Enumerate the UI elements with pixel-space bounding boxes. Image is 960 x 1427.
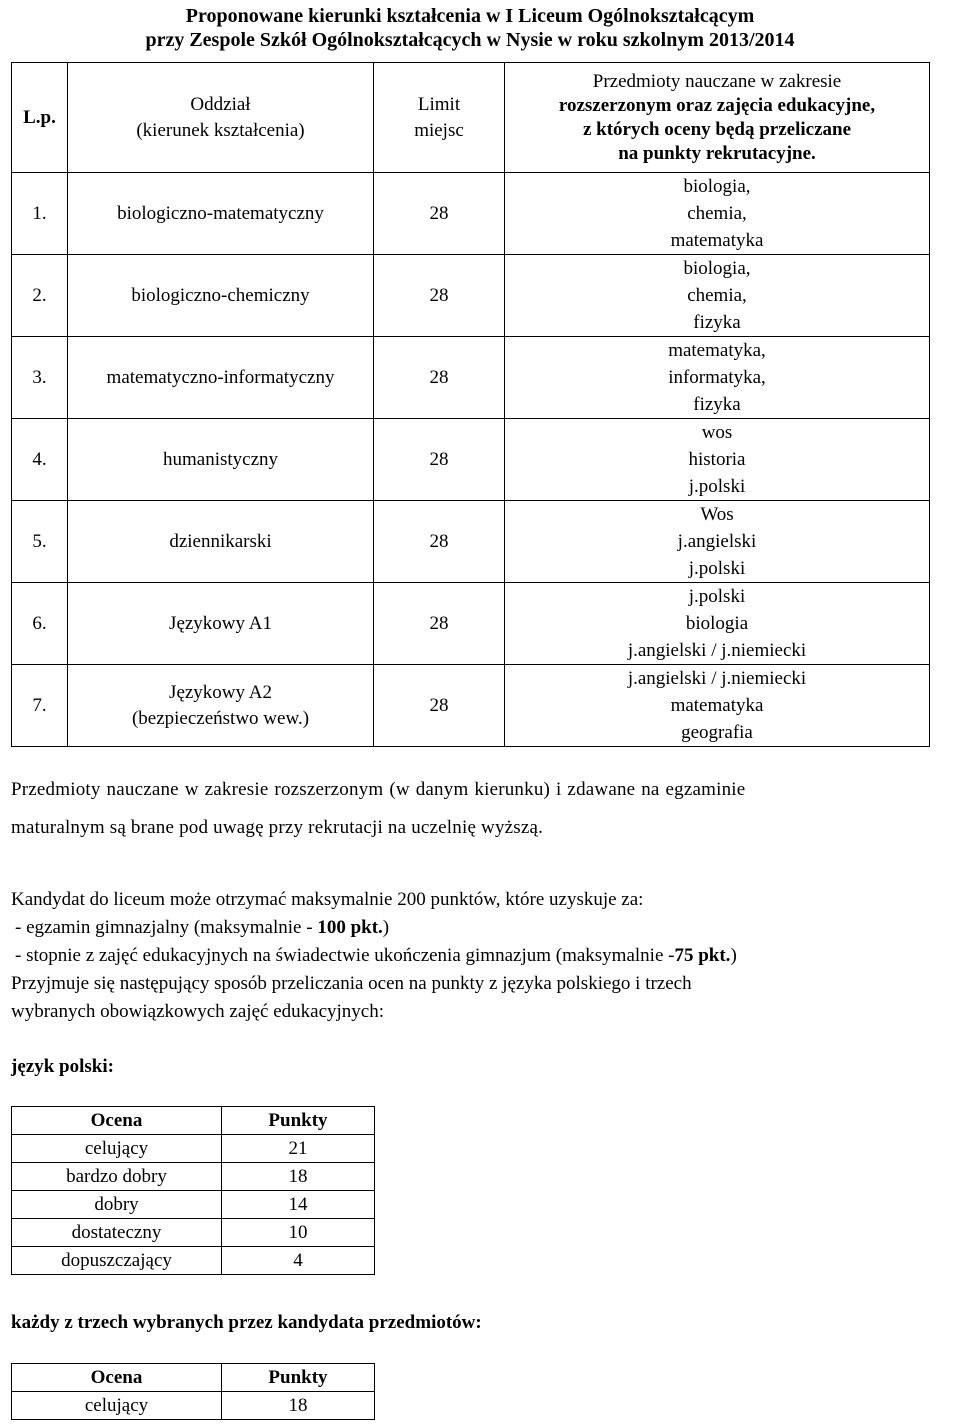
header-przedmioty-line4: na punkty rekrutacyjne.: [618, 142, 816, 164]
grade-row: [12, 1247, 375, 1275]
points-item1-text: - egzamin gimnazjalny (maksymalnie -: [15, 917, 318, 938]
points-item2-text: - stopnie z zajęć edukacyjnych na świadectwie ukończenia gimnazjum (maksymalnie -: [15, 945, 675, 966]
course-subject: matematyka: [670, 230, 764, 251]
course-lp: 2.: [12, 255, 68, 337]
course-subject: j.angielski / j.niemiecki: [627, 640, 807, 661]
other-grades-header-ocena: Ocena: [12, 1364, 222, 1392]
other-grades-header: [12, 1364, 375, 1392]
other-grades-header-punkty: Punkty: [222, 1364, 375, 1392]
points-line4: wybranych obowiązkowych zajęć edukacyjnych:: [11, 1001, 384, 1022]
course-name-line1: dziennikarski: [169, 530, 272, 552]
grade-row: [12, 1135, 375, 1163]
course-lp: 6.: [12, 583, 68, 665]
course-row: [12, 255, 930, 337]
points-item1-end: ): [382, 917, 390, 938]
note-line1: Przedmioty nauczane w zakresie rozszerzonym (w danym kierunku) i zdawane na egzaminie: [11, 779, 746, 800]
course-subjects: [505, 255, 930, 337]
course-lp: 7.: [12, 665, 68, 747]
course-limit: 28: [374, 173, 505, 255]
course-row: [12, 501, 930, 583]
course-subject: matematyka,: [668, 340, 766, 361]
points-intro: Kandydat do liceum może otrzymać maksymalnie 200 punktów, które uzyskuje za:: [11, 889, 644, 910]
course-limit: 28: [374, 337, 505, 419]
course-row: [12, 173, 930, 255]
course-subjects: [505, 337, 930, 419]
course-limit: 28: [374, 419, 505, 501]
header-limit-line1: Limit: [417, 93, 461, 115]
course-name: [68, 501, 374, 583]
course-subject: Wos: [700, 504, 734, 525]
header-przedmioty-line1: Przedmioty nauczane w zakresie: [592, 70, 842, 92]
course-subject: geografia: [681, 722, 753, 743]
course-limit: 28: [374, 665, 505, 747]
grade-name: dostateczny: [12, 1219, 222, 1247]
grade-name: dopuszczający: [12, 1247, 222, 1275]
grade-name: dobry: [12, 1191, 222, 1219]
header-limit: [374, 63, 505, 173]
course-subject: fizyka: [693, 312, 741, 333]
course-subjects: [505, 419, 930, 501]
grade-row: [12, 1191, 375, 1219]
note-paragraph: [11, 777, 951, 841]
points-item1: [11, 914, 951, 942]
course-name-line1: biologiczno-chemiczny: [131, 284, 310, 306]
other-grades-table: [11, 1363, 375, 1420]
course-subject: historia: [688, 449, 746, 470]
polish-grades-body: [12, 1135, 375, 1275]
courses-table: [11, 62, 930, 747]
course-subject: informatyka,: [668, 367, 766, 388]
points-line3: Przyjmuje się następujący sposób przeliczania ocen na punkty z języka polskiego i trzech: [11, 973, 692, 994]
points-item2-bold: 75 pkt.: [674, 945, 731, 966]
course-subject: chemia,: [687, 285, 747, 306]
points-item2-end: ): [730, 945, 737, 966]
grade-row: [12, 1163, 375, 1191]
course-name: [68, 419, 374, 501]
grade-points: 18: [222, 1163, 375, 1191]
course-name: [68, 173, 374, 255]
courses-table-header: [12, 63, 930, 173]
grade-points: 18: [222, 1392, 375, 1420]
header-oddzial-line2: (kierunek kształcenia): [136, 119, 305, 141]
header-limit-line2: miejsc: [414, 119, 464, 141]
polish-grades-header-punkty: Punkty: [222, 1107, 375, 1135]
header-przedmioty-line2: rozszerzonym oraz zajęcia edukacyjne,: [558, 94, 876, 116]
course-name-line1: Językowy A1: [169, 612, 272, 634]
page-title-line1: Proponowane kierunki kształcenia w I Liceum Ogólnokształcącym: [185, 5, 755, 27]
course-limit: 28: [374, 255, 505, 337]
course-name-line1: biologiczno-matematyczny: [117, 202, 324, 224]
course-limit: 28: [374, 583, 505, 665]
grade-points: 21: [222, 1135, 375, 1163]
course-lp: 5.: [12, 501, 68, 583]
header-przedmioty: [505, 63, 930, 173]
other-grades-body: [12, 1392, 375, 1420]
course-lp: 3.: [12, 337, 68, 419]
course-subject: j.polski: [688, 558, 746, 579]
grade-row: [12, 1392, 375, 1420]
course-subject: j.polski: [688, 476, 746, 497]
header-oddzial-line1: Oddział: [190, 93, 251, 115]
points-item1-bold: 100 pkt.: [317, 917, 383, 938]
grade-name: bardzo dobry: [12, 1163, 222, 1191]
grade-points: 14: [222, 1191, 375, 1219]
course-name-line1: humanistyczny: [162, 448, 279, 470]
polish-grades-header-ocena: Ocena: [12, 1107, 222, 1135]
course-lp: 1.: [12, 173, 68, 255]
grade-points: 4: [222, 1247, 375, 1275]
course-name-line1: Językowy A2: [169, 681, 272, 703]
course-row: [12, 337, 930, 419]
course-name-line1: matematyczno-informatyczny: [106, 366, 335, 388]
course-name: [68, 665, 374, 747]
polish-heading: język polski:: [11, 1056, 114, 1077]
course-row: [12, 583, 930, 665]
course-subject: biologia: [685, 613, 749, 634]
course-subjects: [505, 173, 930, 255]
note-line2: maturalnym są brane pod uwagę przy rekrutacji na uczelnię wyższą.: [11, 817, 544, 838]
course-subject: wos: [701, 422, 733, 443]
course-subject: j.polski: [688, 586, 746, 607]
points-paragraph: [11, 886, 951, 1026]
points-item2: [11, 942, 951, 970]
course-name: [68, 583, 374, 665]
course-subject: chemia,: [687, 203, 747, 224]
header-lp: L.p.: [12, 63, 68, 173]
course-lp: 4.: [12, 419, 68, 501]
courses-table-body: [12, 173, 930, 747]
course-subject: fizyka: [693, 394, 741, 415]
other-heading: każdy z trzech wybranych przez kandydata przedmiotów:: [11, 1312, 482, 1333]
grade-name: celujący: [12, 1392, 222, 1420]
grade-name: celujący: [12, 1135, 222, 1163]
header-oddzial: [68, 63, 374, 173]
course-subjects: [505, 501, 930, 583]
course-name: [68, 255, 374, 337]
course-subject: j.angielski: [677, 531, 757, 552]
course-subjects: [505, 583, 930, 665]
polish-grades-table: [11, 1106, 375, 1275]
grade-row: [12, 1219, 375, 1247]
course-subject: biologia,: [683, 258, 751, 279]
course-row: [12, 419, 930, 501]
course-name: [68, 337, 374, 419]
grade-points: 10: [222, 1219, 375, 1247]
course-subject: matematyka: [670, 695, 764, 716]
polish-grades-header: [12, 1107, 375, 1135]
course-limit: 28: [374, 501, 505, 583]
header-przedmioty-line3: z których oceny będą przeliczane: [582, 118, 852, 140]
course-row: [12, 665, 930, 747]
course-subject: biologia,: [683, 176, 751, 197]
course-subjects: [505, 665, 930, 747]
course-name-line2: (bezpieczeństwo wew.): [131, 707, 310, 729]
course-subject: j.angielski / j.niemiecki: [627, 668, 807, 689]
page-title-line2: przy Zespole Szkół Ogólnokształcących w Nysie w roku szkolnym 2013/2014: [145, 29, 795, 51]
